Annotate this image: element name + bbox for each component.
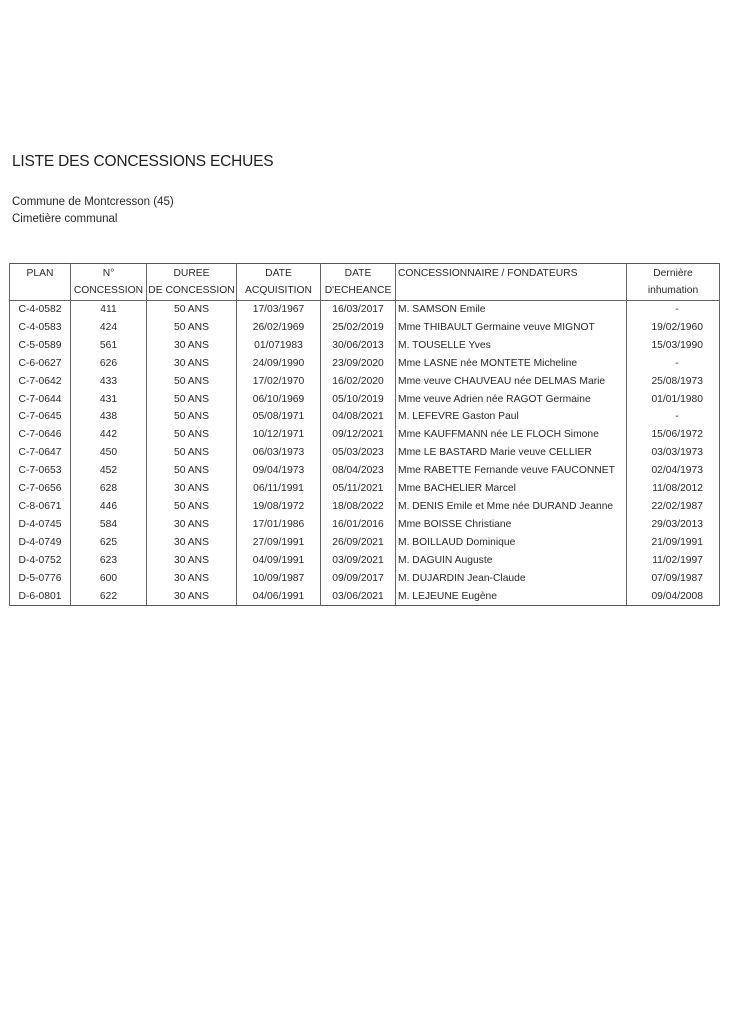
cell-inhumation: 11/08/2012: [627, 480, 720, 498]
table-row: [10, 391, 720, 409]
table-row: [10, 480, 720, 498]
cell-echeance: 03/09/2021: [321, 552, 396, 570]
cell-numero: 561: [71, 337, 147, 355]
cell-acquisition: 17/02/1970: [237, 373, 321, 391]
cell-acquisition: 05/08/1971: [237, 408, 321, 426]
cell-inhumation: 25/08/1973: [627, 373, 720, 391]
cell-numero: 600: [71, 570, 147, 588]
header-plan: [10, 264, 71, 301]
cell-duree: 30 ANS: [147, 480, 237, 498]
cell-echeance: 23/09/2020: [321, 355, 396, 373]
cell-plan: C-7-0656: [10, 480, 71, 498]
cell-acquisition: 04/06/1991: [237, 588, 321, 606]
header-concessionnaire-line1: CONCESSIONNAIRE / FONDATEURS: [398, 268, 578, 279]
cell-concessionnaire: Mme veuve CHAUVEAU née DELMAS Marie: [396, 373, 627, 391]
header-acquisition-line1: DATE: [265, 268, 292, 279]
cell-duree: 30 ANS: [147, 570, 237, 588]
cell-numero: 622: [71, 588, 147, 606]
cell-numero: 424: [71, 319, 147, 337]
cell-echeance: 08/04/2023: [321, 462, 396, 480]
cell-numero: 411: [71, 301, 147, 319]
cell-plan: D-5-0776: [10, 570, 71, 588]
table-row: [10, 534, 720, 552]
concessions-table: [9, 263, 720, 606]
cell-duree: 30 ANS: [147, 355, 237, 373]
cell-concessionnaire: Mme LE BASTARD Marie veuve CELLIER: [396, 444, 627, 462]
cell-numero: 433: [71, 373, 147, 391]
header-acquisition-line2: ACQUISITION: [245, 285, 312, 296]
cell-concessionnaire: M. DENIS Emile et Mme née DURAND Jeanne: [396, 498, 627, 516]
cell-acquisition: 19/08/1972: [237, 498, 321, 516]
cell-echeance: 03/06/2021: [321, 588, 396, 606]
cell-concessionnaire: M. LEFEVRE Gaston Paul: [396, 408, 627, 426]
table-row: [10, 408, 720, 426]
commune-label: Commune de Montcresson (45): [12, 196, 174, 208]
cell-plan: C-6-0627: [10, 355, 71, 373]
cell-plan: C-5-0589: [10, 337, 71, 355]
header-acquisition: [237, 264, 321, 301]
header-echeance-line2: D'ECHEANCE: [324, 285, 392, 296]
table-row: [10, 337, 720, 355]
cell-duree: 50 ANS: [147, 373, 237, 391]
cell-inhumation: 09/04/2008: [627, 588, 720, 606]
cell-inhumation: 11/02/1997: [627, 552, 720, 570]
cell-echeance: 09/12/2021: [321, 426, 396, 444]
cell-numero: 628: [71, 480, 147, 498]
cell-acquisition: 04/09/1991: [237, 552, 321, 570]
cell-acquisition: 24/09/1990: [237, 355, 321, 373]
cell-echeance: 16/03/2017: [321, 301, 396, 319]
cell-duree: 50 ANS: [147, 498, 237, 516]
cell-numero: 623: [71, 552, 147, 570]
cell-concessionnaire: M. DUJARDIN Jean-Claude: [396, 570, 627, 588]
header-duree: [147, 264, 237, 301]
cell-inhumation: 15/06/1972: [627, 426, 720, 444]
cell-inhumation: 22/02/1987: [627, 498, 720, 516]
cell-inhumation: 02/04/1973: [627, 462, 720, 480]
cell-numero: 584: [71, 516, 147, 534]
cell-plan: C-7-0642: [10, 373, 71, 391]
cell-numero: 625: [71, 534, 147, 552]
cell-numero: 446: [71, 498, 147, 516]
cell-echeance: 30/06/2013: [321, 337, 396, 355]
cell-concessionnaire: M. BOILLAUD Dominique: [396, 534, 627, 552]
cell-plan: C-4-0583: [10, 319, 71, 337]
cell-inhumation: 01/01/1980: [627, 391, 720, 409]
table-body: [10, 301, 720, 606]
cell-concessionnaire: Mme BACHELIER Marcel: [396, 480, 627, 498]
cell-acquisition: 09/04/1973: [237, 462, 321, 480]
cell-inhumation: -: [627, 408, 720, 426]
cell-inhumation: 15/03/1990: [627, 337, 720, 355]
cell-numero: 431: [71, 391, 147, 409]
cell-echeance: 16/02/2020: [321, 373, 396, 391]
cemetery-label: Cimetière communal: [12, 213, 118, 225]
table-header-row: [10, 264, 720, 301]
table-row: [10, 516, 720, 534]
cell-concessionnaire: Mme KAUFFMANN née LE FLOCH Simone: [396, 426, 627, 444]
cell-inhumation: -: [627, 355, 720, 373]
cell-acquisition: 10/12/1971: [237, 426, 321, 444]
header-duree-line2: DE CONCESSION: [148, 285, 235, 296]
cell-plan: C-7-0646: [10, 426, 71, 444]
cell-echeance: 05/10/2019: [321, 391, 396, 409]
header-inhumation: [627, 264, 720, 301]
table-row: [10, 426, 720, 444]
header-numero: [71, 264, 147, 301]
cell-concessionnaire: M. DAGUIN Auguste: [396, 552, 627, 570]
cell-duree: 30 ANS: [147, 588, 237, 606]
document-title: LISTE DES CONCESSIONS ECHUES: [12, 153, 274, 170]
cell-echeance: 09/09/2017: [321, 570, 396, 588]
cell-plan: C-7-0645: [10, 408, 71, 426]
cell-acquisition: 17/01/1986: [237, 516, 321, 534]
cell-plan: D-4-0752: [10, 552, 71, 570]
cell-acquisition: 06/10/1969: [237, 391, 321, 409]
cell-concessionnaire: Mme THIBAULT Germaine veuve MIGNOT: [396, 319, 627, 337]
cell-inhumation: 07/09/1987: [627, 570, 720, 588]
cell-echeance: 25/02/2019: [321, 319, 396, 337]
cell-plan: D-6-0801: [10, 588, 71, 606]
table-row: [10, 552, 720, 570]
cell-duree: 50 ANS: [147, 301, 237, 319]
cell-inhumation: -: [627, 301, 720, 319]
cell-duree: 30 ANS: [147, 534, 237, 552]
table-row: [10, 462, 720, 480]
cell-numero: 442: [71, 426, 147, 444]
table-row: [10, 373, 720, 391]
table-row: [10, 588, 720, 606]
header-plan-line1: PLAN: [26, 268, 54, 279]
cell-acquisition: 06/03/1973: [237, 444, 321, 462]
cell-duree: 30 ANS: [147, 516, 237, 534]
cell-plan: C-7-0644: [10, 391, 71, 409]
cell-inhumation: 21/09/1991: [627, 534, 720, 552]
cell-concessionnaire: Mme RABETTE Fernande veuve FAUCONNET: [396, 462, 627, 480]
cell-acquisition: 17/03/1967: [237, 301, 321, 319]
cell-echeance: 05/11/2021: [321, 480, 396, 498]
cell-numero: 450: [71, 444, 147, 462]
header-concessionnaire: [396, 264, 627, 301]
cell-duree: 50 ANS: [147, 391, 237, 409]
cell-plan: C-8-0671: [10, 498, 71, 516]
cell-acquisition: 26/02/1969: [237, 319, 321, 337]
cell-inhumation: 29/03/2013: [627, 516, 720, 534]
table-row: [10, 570, 720, 588]
cell-acquisition: 01/071983: [237, 337, 321, 355]
cell-concessionnaire: M. TOUSELLE Yves: [396, 337, 627, 355]
cell-numero: 452: [71, 462, 147, 480]
cell-acquisition: 06/11/1991: [237, 480, 321, 498]
cell-numero: 626: [71, 355, 147, 373]
cell-duree: 30 ANS: [147, 552, 237, 570]
cell-echeance: 05/03/2023: [321, 444, 396, 462]
table-row: [10, 498, 720, 516]
table-row: [10, 319, 720, 337]
cell-inhumation: 19/02/1960: [627, 319, 720, 337]
header-inhumation-line2: inhumation: [647, 285, 699, 296]
cell-plan: C-7-0653: [10, 462, 71, 480]
cell-duree: 50 ANS: [147, 426, 237, 444]
cell-inhumation: 03/03/1973: [627, 444, 720, 462]
cell-numero: 438: [71, 408, 147, 426]
cell-concessionnaire: Mme LASNE née MONTETE Micheline: [396, 355, 627, 373]
cell-echeance: 04/08/2021: [321, 408, 396, 426]
header-numero-line2: CONCESSION: [73, 285, 144, 296]
cell-plan: C-7-0647: [10, 444, 71, 462]
table-row: [10, 301, 720, 319]
cell-concessionnaire: Mme BOISSE Christiane: [396, 516, 627, 534]
cell-acquisition: 27/09/1991: [237, 534, 321, 552]
header-inhumation-line1: Dernière: [653, 268, 693, 279]
cell-duree: 30 ANS: [147, 337, 237, 355]
header-echeance: [321, 264, 396, 301]
cell-duree: 50 ANS: [147, 319, 237, 337]
cell-duree: 50 ANS: [147, 408, 237, 426]
cell-echeance: 16/01/2016: [321, 516, 396, 534]
cell-acquisition: 10/09/1987: [237, 570, 321, 588]
header-echeance-line1: DATE: [344, 268, 372, 279]
header-duree-line1: DUREE: [173, 268, 210, 279]
table-row: [10, 444, 720, 462]
cell-plan: C-4-0582: [10, 301, 71, 319]
cell-plan: D-4-0745: [10, 516, 71, 534]
cell-concessionnaire: M. SAMSON Emile: [396, 301, 627, 319]
header-numero-line1: N°: [102, 268, 115, 279]
cell-concessionnaire: Mme veuve Adrien née RAGOT Germaine: [396, 391, 627, 409]
cell-plan: D-4-0749: [10, 534, 71, 552]
cell-concessionnaire: M. LEJEUNE Eugène: [396, 588, 627, 606]
cell-echeance: 18/08/2022: [321, 498, 396, 516]
cell-duree: 50 ANS: [147, 462, 237, 480]
cell-duree: 50 ANS: [147, 444, 237, 462]
table-row: [10, 355, 720, 373]
cell-echeance: 26/09/2021: [321, 534, 396, 552]
